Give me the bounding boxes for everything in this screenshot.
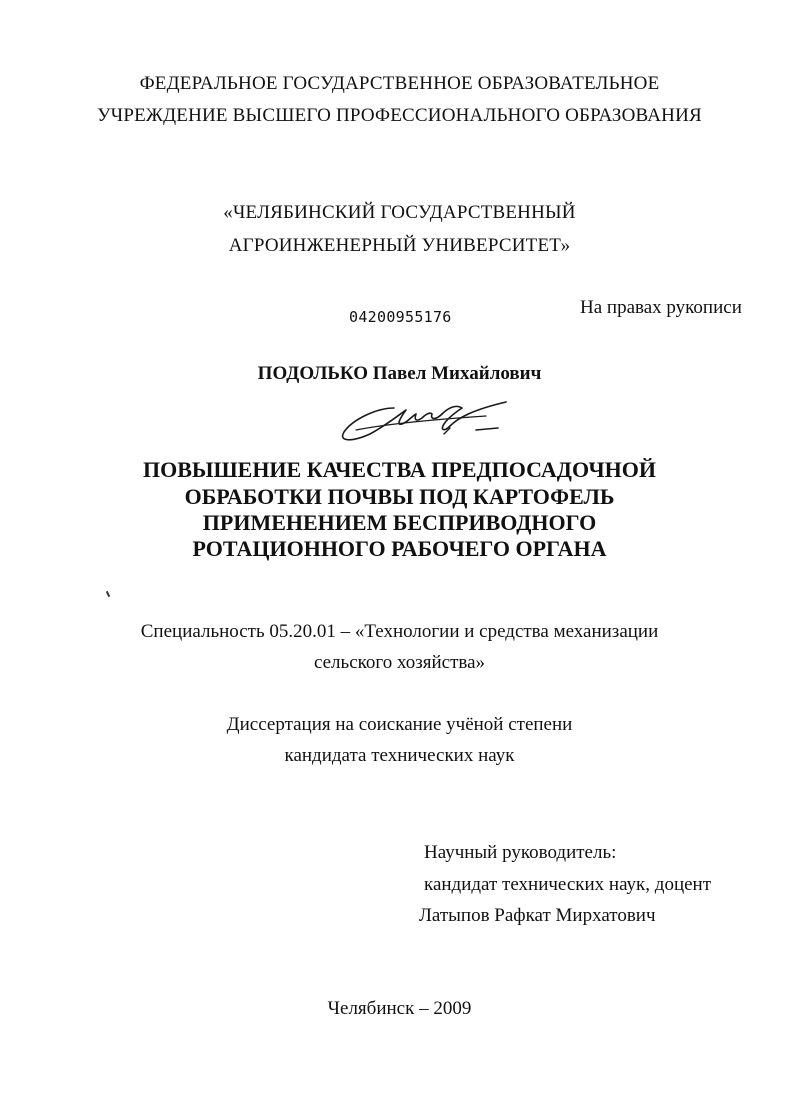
dissertation-title-line-1: ПОВЫШЕНИЕ КАЧЕСТВА ПРЕДПОСАДОЧНОЙ <box>142 457 656 482</box>
university-name-line-2: АГРОИНЖЕНЕРНЫЙ УНИВЕРСИТЕТ» <box>228 235 571 256</box>
institution-type-line-1: ФЕДЕРАЛЬНОЕ ГОСУДАРСТВЕННОЕ ОБРАЗОВАТЕЛЬНОЕ <box>139 73 660 94</box>
specialty-line-2: сельского хозяйства» <box>313 652 486 673</box>
degree-line-2: кандидата технических наук <box>284 745 515 766</box>
city-year: Челябинск – 2009 <box>327 998 472 1019</box>
dissertation-title-line-4: РОТАЦИОННОГО РАБОЧЕГО ОРГАНА <box>192 536 607 561</box>
specialty-line-1: Специальность 05.20.01 – «Технологии и средства механизации <box>140 621 659 642</box>
university-name-line-1: «ЧЕЛЯБИНСКИЙ ГОСУДАРСТВЕННЫЙ <box>223 202 576 223</box>
supervisor-degree: кандидат технических наук, доцент <box>424 874 712 895</box>
supervisor-label: Научный руководитель: <box>424 842 617 863</box>
degree-line-1: Диссертация на соискание учёной степени <box>226 714 573 735</box>
manuscript-note: На правах рукописи <box>580 297 742 318</box>
catalog-number: 04200955176 <box>349 308 452 326</box>
author-signature <box>336 394 512 452</box>
institution-type-line-2: УЧРЕЖДЕНИЕ ВЫСШЕГО ПРОФЕССИОНАЛЬНОГО ОБРАЗОВАНИЯ <box>97 105 702 126</box>
supervisor-name: Латыпов Рафкат Мирхатович <box>419 905 656 926</box>
scan-speck <box>106 591 110 597</box>
dissertation-title-line-2: ОБРАБОТКИ ПОЧВЫ ПОД КАРТОФЕЛЬ <box>184 484 615 509</box>
author-name: ПОДОЛЬКО Павел Михайлович <box>257 363 542 384</box>
dissertation-title-line-3: ПРИМЕНЕНИЕМ БЕСПРИВОДНОГО <box>202 510 597 535</box>
